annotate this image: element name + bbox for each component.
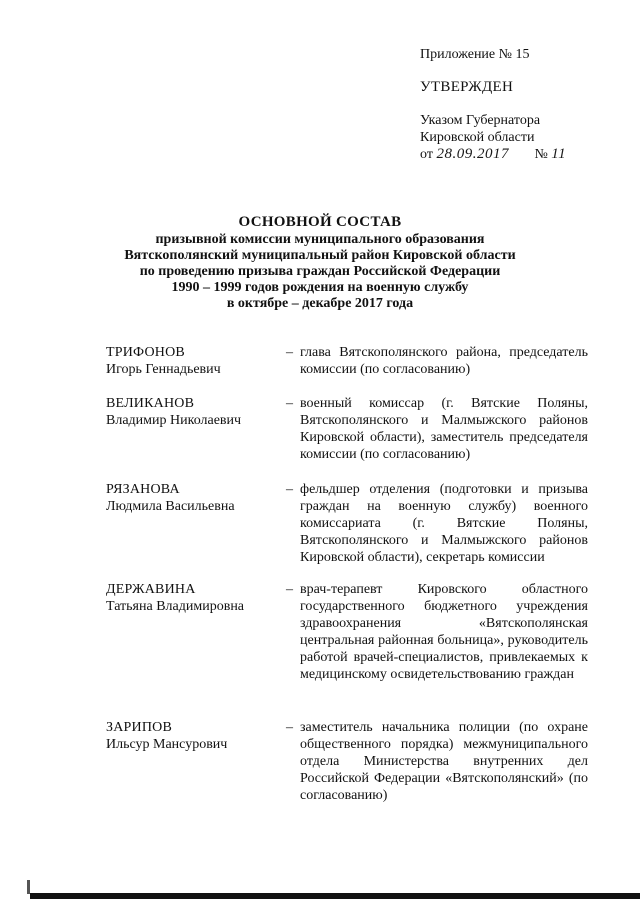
title-line-4: по проведению призыва граждан Российской Федерации	[139, 264, 501, 279]
member-name	[106, 481, 276, 515]
member-role: врач-терапевт Кировского областного государственного бюджетного учреждения здравоохранения «Вятскополянская центральная районная больница», руководитель работой врачей-специалистов, привлекаемых к медицинскому освидетельствованию граждан	[300, 582, 588, 682]
member-dash: –	[286, 396, 293, 411]
title-line-5: 1990 – 1999 годов рождения на военную службу	[171, 280, 469, 295]
member-surname: ДЕРЖАВИНА	[106, 582, 196, 597]
member-given-names: Владимир Николаевич	[106, 413, 242, 428]
title-line-6: в октябре – декабре 2017 года	[226, 296, 414, 311]
member-name	[106, 395, 276, 429]
decree-line-2: Кировской области	[420, 130, 535, 145]
handwritten-date: 28.09.2017	[436, 146, 509, 162]
title-line-1: ОСНОВНОЙ СОСТАВ	[238, 214, 402, 230]
member-surname: ТРИФОНОВ	[106, 345, 185, 360]
decree-reference	[420, 112, 566, 163]
document-title	[100, 212, 540, 312]
member-surname: ВЕЛИКАНОВ	[106, 396, 195, 411]
number-label: №	[534, 147, 548, 162]
scan-mark	[27, 880, 30, 894]
approved-stamp-text: УТВЕРЖДЕН	[420, 79, 514, 95]
member-role: глава Вятскополянского района, председатель комиссии (по согласованию)	[300, 345, 588, 377]
member-dash: –	[286, 720, 293, 735]
member-dash: –	[286, 582, 293, 597]
member-dash: –	[286, 482, 293, 497]
member-role: военный комиссар (г. Вятские Поляны, Вятскополянского и Малмыжского районов Кировской области), заместитель председателя комиссии (по согласованию)	[300, 396, 588, 462]
member-given-names: Татьяна Владимировна	[106, 599, 245, 614]
decree-line-1: Указом Губернатора	[420, 113, 541, 128]
member-given-names: Ильсур Мансурович	[106, 737, 228, 752]
title-line-2: призывной комиссии муниципального образования	[155, 232, 485, 247]
member-name	[106, 344, 276, 378]
member-given-names: Людмила Васильевна	[106, 499, 235, 514]
member-name	[106, 719, 276, 753]
member-role: заместитель начальника полиции (по охране общественного порядка) межмуниципального отдела Министерства внутренних дел Российской Федерации «Вятскополянский» (по согласованию)	[300, 720, 588, 803]
member-given-names: Игорь Геннадьевич	[106, 362, 221, 377]
date-prefix: от	[420, 147, 433, 162]
member-surname: РЯЗАНОВА	[106, 482, 180, 497]
bottom-scan-border	[30, 893, 640, 899]
appendix-number: Приложение № 15	[420, 47, 530, 62]
member-name	[106, 581, 276, 615]
handwritten-number: 11	[551, 146, 567, 162]
member-role: фельдшер отделения (подготовки и призыва граждан на военную службу) военного комиссариата (г. Вятские Поляны, Вятскополянского и Малмыжского районов Кировской области), секретарь комиссии	[300, 482, 588, 565]
member-dash: –	[286, 345, 293, 360]
decree-date-line	[420, 146, 566, 163]
title-line-3: Вятскополянский муниципальный район Кировской области	[124, 248, 516, 263]
member-surname: ЗАРИПОВ	[106, 720, 172, 735]
